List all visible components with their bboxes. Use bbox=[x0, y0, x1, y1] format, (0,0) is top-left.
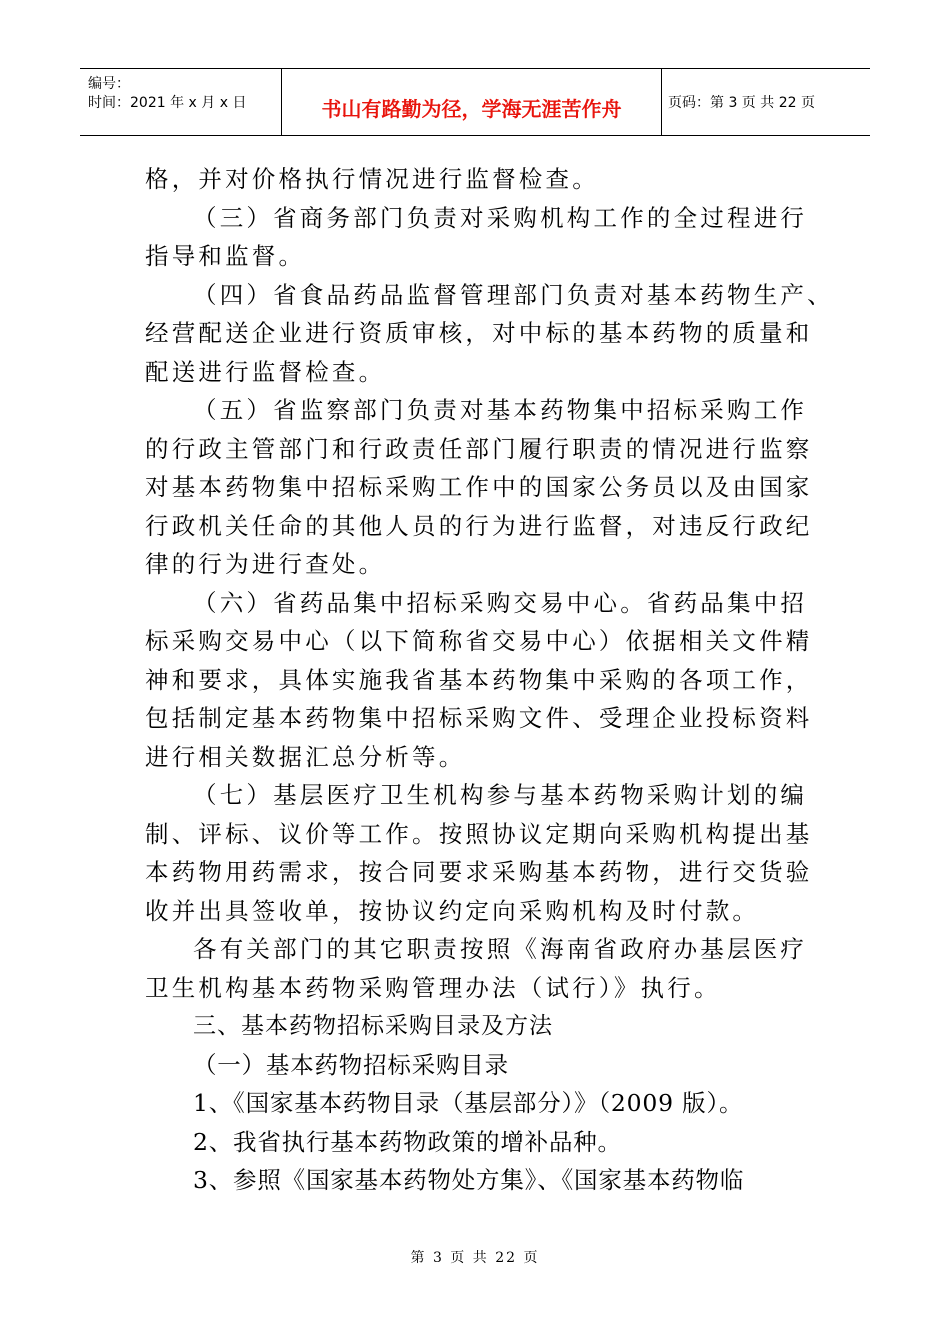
body-line: 格，并对价格执行情况进行监督检查。 bbox=[145, 165, 599, 193]
body-line: 本药物用药需求，按合同要求采购基本药物，进行交货验 bbox=[145, 858, 813, 886]
body-line: 神和要求，具体实施我省基本药物集中采购的各项工作， bbox=[145, 665, 813, 694]
body-line: 律的行为进行查处。 bbox=[145, 550, 386, 578]
body-line: 卫生机构基本药物采购管理办法（试行）》执行。 bbox=[145, 973, 721, 1002]
body-line: （四）省食品药品监督管理部门负责对基本药物生产、 bbox=[193, 280, 834, 309]
header-page-number: 页码：第 3 页 共 22 页 bbox=[668, 95, 815, 111]
body-line: 配送进行监督检查。 bbox=[145, 357, 386, 386]
body-line: 的行政主管部门和行政责任部门履行职责的情况进行监察 bbox=[145, 434, 813, 463]
body-line: 各有关部门的其它职责按照《海南省政府办基层医疗 bbox=[193, 935, 808, 963]
document-number-label: 编号： bbox=[88, 76, 130, 92]
header-meta-cell bbox=[80, 69, 282, 135]
page-footer: 第 3 页 共 22 页 bbox=[410, 1250, 540, 1266]
header-page-cell bbox=[662, 69, 870, 135]
subsection-heading: （一）基本药物招标采购目录 bbox=[193, 1050, 509, 1079]
header-motto-cell bbox=[282, 69, 662, 135]
document-date: 时间：2021 年 x 月 x 日 bbox=[88, 95, 247, 111]
body-line: 指导和监督。 bbox=[145, 242, 306, 270]
body-line: （五）省监察部门负责对基本药物集中招标采购工作 bbox=[193, 396, 808, 424]
body-line: （七）基层医疗卫生机构参与基本药物采购计划的编 bbox=[193, 781, 808, 809]
body-line: 行政机关任命的其他人员的行为进行监督，对违反行政纪 bbox=[145, 511, 813, 540]
body-line: 进行相关数据汇总分析等。 bbox=[145, 742, 466, 771]
body-line: 收并出具签收单，按协议约定向采购机构及时付款。 bbox=[145, 896, 760, 925]
body-line: 包括制定基本药物集中招标采购文件、受理企业投标资料 bbox=[145, 704, 813, 732]
list-item: 3、参照《国家基本药物处方集》、《国家基本药物临 bbox=[193, 1166, 745, 1194]
document-header bbox=[80, 68, 870, 136]
list-item: 2、我省执行基本药物政策的增补品种。 bbox=[193, 1127, 622, 1156]
body-line: 制、评标、议价等工作。按照协议定期向采购机构提出基 bbox=[145, 819, 813, 848]
body-line: （三）省商务部门负责对采购机构工作的全过程进行 bbox=[193, 203, 808, 232]
list-item: 1、《国家基本药物目录（基层部分）》（2009 版）。 bbox=[193, 1089, 744, 1117]
document-body bbox=[145, 160, 834, 1200]
section-heading: 三、基本药物招标采购目录及方法 bbox=[193, 1013, 553, 1039]
body-line: （六）省药品集中招标采购交易中心。省药品集中招 bbox=[193, 588, 808, 617]
body-line: 标采购交易中心（以下简称省交易中心）依据相关文件精 bbox=[145, 627, 813, 655]
body-line: 经营配送企业进行资质审核，对中标的基本药物的质量和 bbox=[145, 319, 813, 347]
header-motto: 书山有路勤为径，学海无涯苦作舟 bbox=[321, 97, 622, 121]
body-line: 对基本药物集中招标采购工作中的国家公务员以及由国家 bbox=[145, 473, 813, 501]
